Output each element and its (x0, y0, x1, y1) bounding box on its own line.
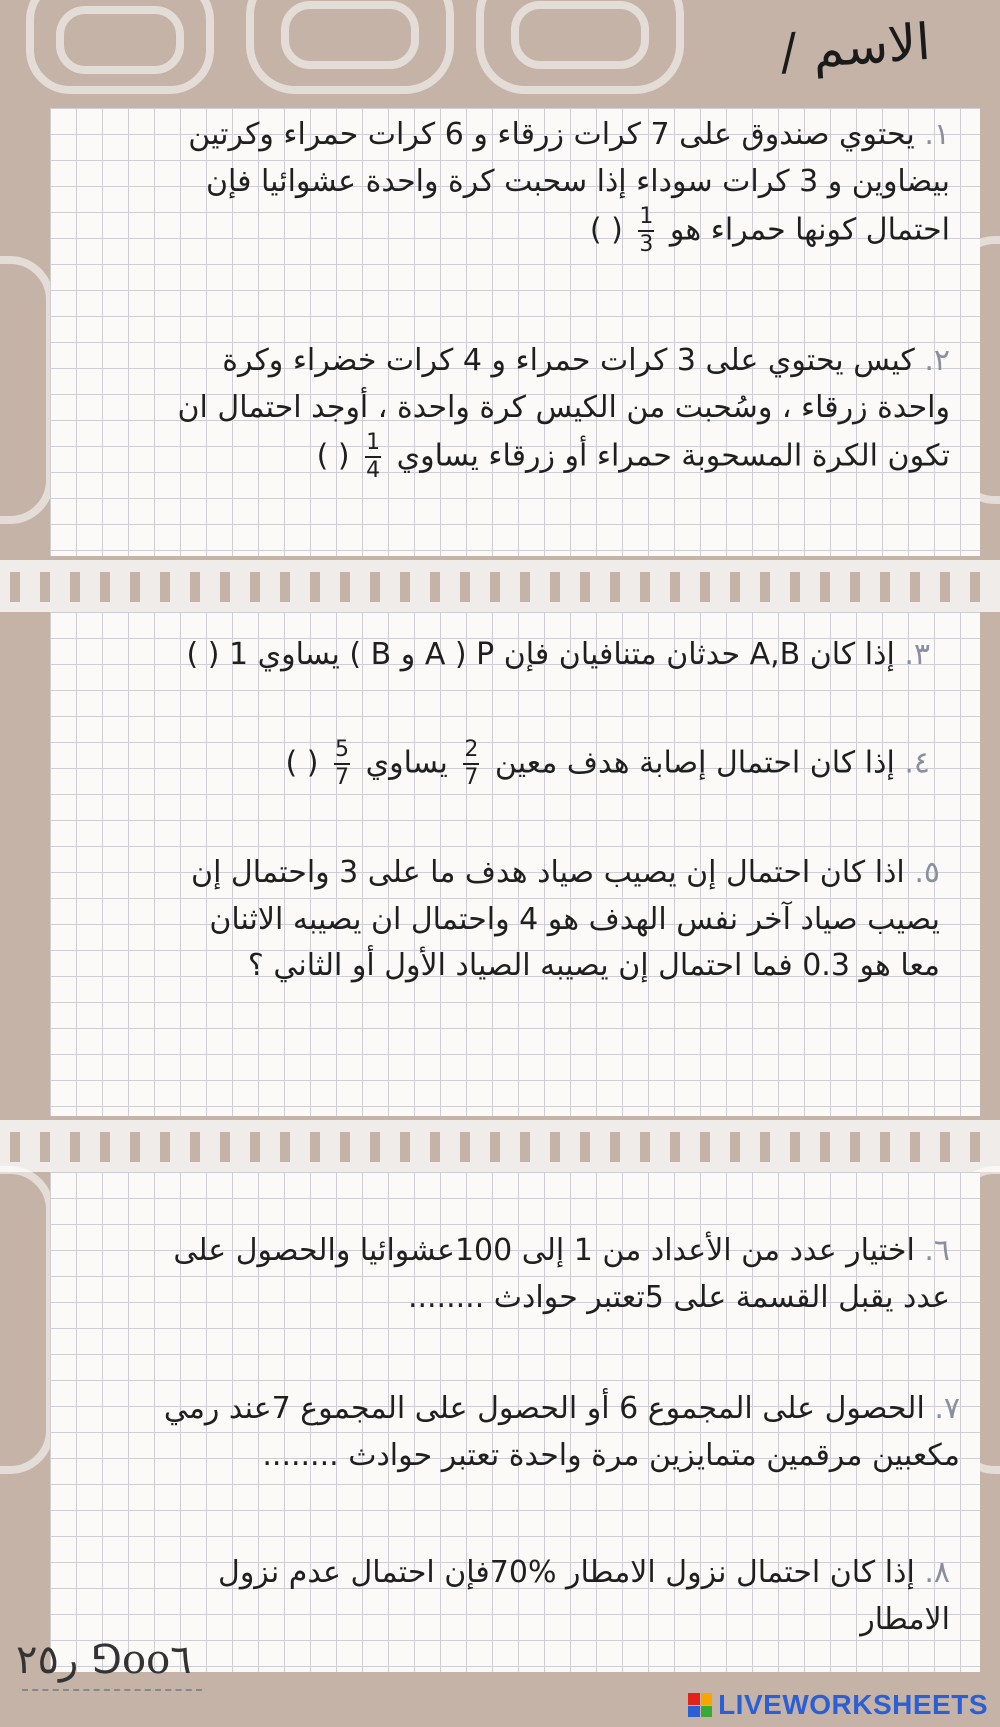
fraction (365, 431, 381, 483)
answer-box[interactable]: ( ) (186, 637, 220, 672)
question-5 (30, 850, 940, 990)
question-number: ٢. (924, 343, 950, 378)
fraction (638, 205, 654, 257)
fraction-numerator: 5 (335, 737, 350, 762)
answer-box[interactable]: ( ) (316, 438, 350, 474)
liveworksheets-icon (688, 1693, 712, 1717)
question-line: معا هو 0.3 فما احتمال إن يصيبه الصياد الأول أو الثاني ؟ (247, 948, 940, 983)
fraction (463, 738, 479, 790)
question-line: يصيب صياد آخر نفس الهدف هو 4 واحتمال ان يصيبه الاثنان (209, 901, 940, 937)
fraction-denominator: 7 (335, 765, 350, 791)
question-line: واحدة زرقاء ، وسُحبت من الكيس كرة واحدة ، أوجد احتمال ان (177, 389, 950, 425)
question-line: اذا كان احتمال إن يصيب صياد هدف ما على 3 واحتمال إن (191, 855, 905, 890)
answer-box[interactable]: ( ) (589, 212, 623, 248)
question-line: مكعبين مرقمين متمايزين مرة واحدة تعتبر حوادث ........ (262, 1437, 960, 1473)
liveworksheets-text: LIVEWORKSHEETS (718, 1689, 988, 1720)
question-line: احتمال كونها حمراء هو (669, 212, 950, 248)
fraction-numerator: 2 (464, 737, 479, 762)
question-line: يحتوي صندوق على 7 كرات زرقاء و 6 كرات حمراء وكرتين (188, 117, 915, 152)
fraction-denominator: 7 (464, 765, 479, 791)
question-number: ٥. (914, 855, 940, 890)
icon-square-green (701, 1706, 713, 1718)
question-line: عدد يقبل القسمة على 5تعتبر حوادث ........ (407, 1279, 950, 1315)
fraction-denominator: 4 (366, 458, 381, 484)
question-1 (50, 112, 950, 257)
question-8 (50, 1550, 950, 1643)
author-underline (22, 1689, 202, 1691)
question-line: اختيار عدد من الأعداد من 1 إلى 100عشوائيا والحصول على (173, 1233, 915, 1268)
icon-square-blue (688, 1706, 700, 1718)
question-line: إذا كان احتمال إصابة هدف معين (494, 745, 895, 781)
name-label: الاسم / (777, 12, 932, 82)
question-number: ٣. (904, 637, 930, 672)
question-number: ٨. (924, 1555, 950, 1590)
question-line: كيس يحتوي على 3 كرات حمراء و 4 كرات خضراء وكرة (222, 343, 915, 378)
icon-square-yellow (701, 1693, 713, 1705)
answer-box[interactable]: ( ) (285, 745, 319, 781)
icon-square-red (688, 1693, 700, 1705)
question-number: ١. (924, 117, 950, 152)
question-line: إذا كان احتمال نزول الامطار %70فإن احتمال عدم نزول (218, 1555, 915, 1590)
question-line: الامطار (860, 1601, 950, 1637)
liveworksheets-logo[interactable] (688, 1689, 988, 1721)
question-line: بيضاوين و 3 كرات سوداء إذا سحبت كرة واحدة عشوائيا فإن (205, 163, 950, 199)
fraction-numerator: 1 (366, 430, 381, 455)
question-line: يساوي (365, 745, 448, 781)
fraction (334, 738, 350, 790)
question-number: ٤. (904, 745, 930, 781)
question-line: تكون الكرة المسحوبة حمراء أو زرقاء يساوي (396, 438, 950, 474)
fraction-denominator: 3 (639, 232, 654, 258)
author-mark: ر٢٥ ⅁oo٦ (16, 1637, 192, 1683)
question-line: الحصول على المجموع 6 أو الحصول على المجموع 7عند رمي (163, 1391, 925, 1426)
question-6 (30, 1228, 950, 1321)
question-number: ٦. (924, 1233, 950, 1268)
fraction-numerator: 1 (639, 204, 654, 229)
question-3 (10, 632, 930, 679)
question-4 (30, 738, 930, 790)
question-line: إذا كان A,B حدثان متنافيان فإن P ( A و B ) يساوي 1 (229, 637, 895, 672)
question-number: ٧. (934, 1391, 960, 1426)
question-2 (50, 338, 950, 483)
question-7 (30, 1386, 960, 1479)
